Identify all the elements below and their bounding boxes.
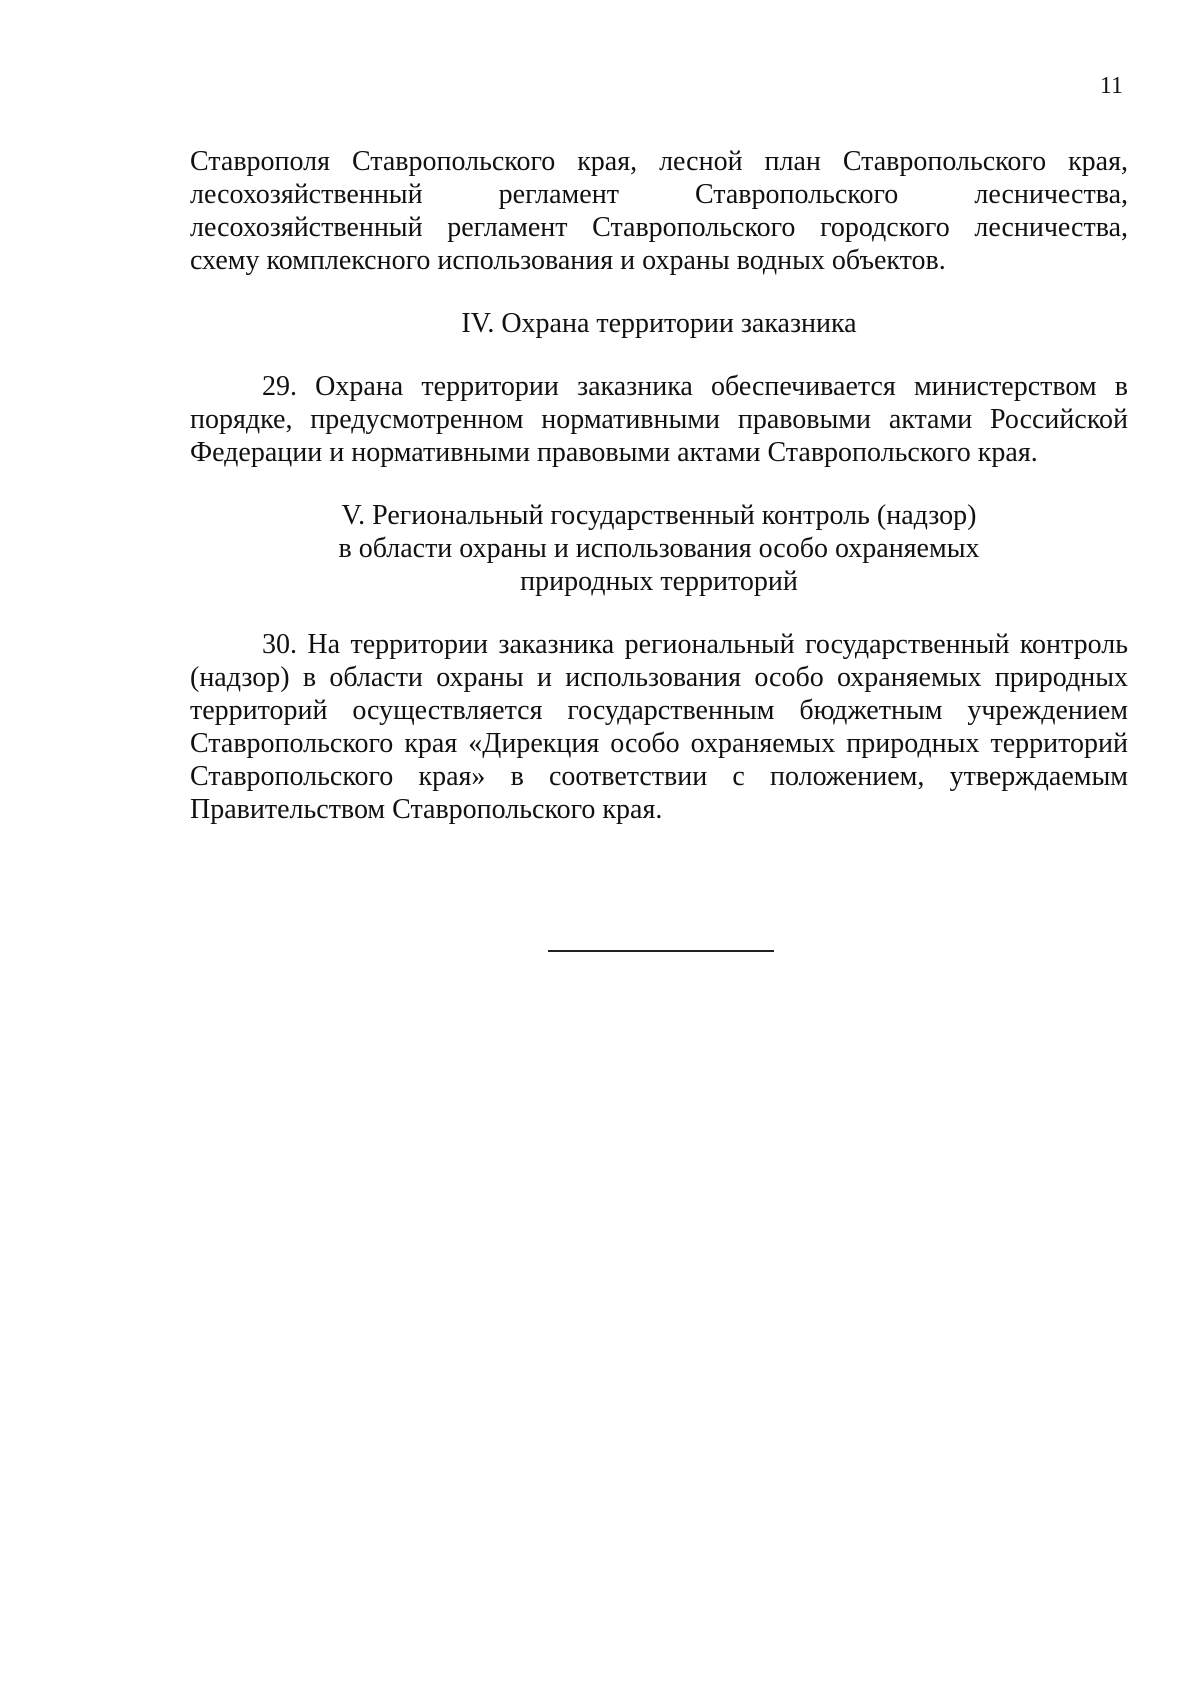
section-v-heading	[190, 499, 1128, 598]
section-iv-heading: IV. Охрана территории заказника	[461, 308, 857, 339]
document-body	[190, 145, 1128, 826]
section-v-heading-line-3: природных территорий	[520, 566, 798, 597]
section-v-heading-line-2: в области охраны и использования особо охраняемых	[338, 533, 980, 564]
paragraph-29: 29. Охрана территории заказника обеспечивается министерством в порядке, предусмотренном нормативными правовыми актами Российской Федерации и нормативными правовыми актами Ставропольского края.	[190, 371, 1128, 468]
paragraph-30: 30. На территории заказника региональный государственный контроль (надзор) в области охраны и использования особо охраняемых природных территорий осуществляется государственным бюджетным учреждением Ставропольского края «Дирекция особо охраняемых природных территорий Ставропольского края» в соответствии с положением, утверждаемым Правительством Ставропольского края.	[190, 629, 1128, 825]
end-separator-line	[548, 950, 774, 952]
continuation-paragraph: Ставрополя Ставропольского края, лесной план Ставропольского края, лесохозяйственный регламент Ставропольского лесничества, лесохозяйственный регламент Ставропольского городского лесничества, схему комплексного использования и охраны водных объектов.	[190, 146, 1128, 276]
section-v-heading-line-1: V. Региональный государственный контроль (надзор)	[341, 500, 977, 531]
page-number: 11	[1099, 73, 1123, 99]
